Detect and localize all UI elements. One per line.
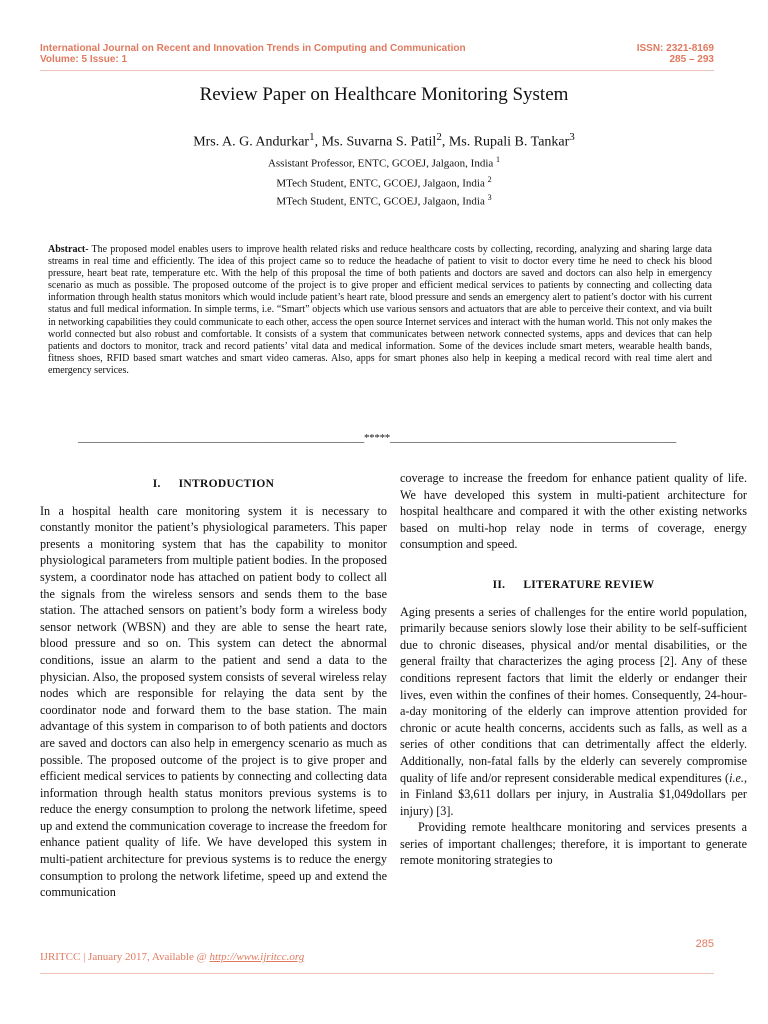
intro-heading: I. INTRODUCTION <box>152 478 275 490</box>
author-list <box>0 131 768 151</box>
footer: IJRITCC | January 2017, Available @ http://www.ijritcc.org <box>40 951 305 963</box>
paper-title: Review Paper on Healthcare Monitoring System <box>199 84 569 105</box>
journal-issn: ISSN: 2321-8169 <box>636 43 714 54</box>
journal-volume: Volume: 5 Issue: 1 <box>40 54 128 65</box>
author-1: Mrs. A. G. Andurkar <box>193 134 310 150</box>
page-number: 285 <box>695 938 714 950</box>
affiliation-3: MTech Student, ENTC, GCOEJ, Jalgaon, India $^3$ <box>276 193 492 208</box>
left-column <box>40 470 387 901</box>
footer-rule <box>40 973 714 974</box>
right-column <box>400 470 747 869</box>
journal-link[interactable]: http://www.ijritcc.org <box>209 951 305 963</box>
abstract-label: Abstract- <box>48 244 89 255</box>
author-3-mark: 3 <box>569 131 575 143</box>
journal-header-right <box>637 43 714 65</box>
intro-paragraph: In a hospital health care monitoring system it is necessary to constantly monitor the patient’s physiological parameters. This paper presents a monitoring system that has the capability to monitor physiological parameters from multiple patient bodies. In the proposed system, a coordinator node has attached on patient body to collect all the signals from the wireless sensors and sends them to the base station. The attached sensors on patient’s body form a wireless body sensor network (WBSN) and they are able to sense the heart rate, blood pressure and so on. This system can detect the abnormal conditions, issue an alarm to the patient and send a data to the physician. Also, the proposed system consists of several wireless relay nodes which are responsible for relaying the data sent by the coordinator node and forward them to the base station. The main advantage of this system in comparison to of both patients and doctors are saved and doctors can also help in emergency scenario as much as possible. The proposed outcome of the project is to give proper and efficient medical services to patients by connecting and collecting data information through health status monitors previous systems is to reduce the energy consumption to prolong the network lifetime, speed up and extend the communication coverage to increase the freedom for enhance patient quality of life. We have developed this system in multi-patient architecture for previous systems is to reduce the energy consumption to prolong the network lifetime, speed up and extend the communication <box>40 503 387 900</box>
intro-paragraph-continued: coverage to increase the freedom for enhance patient quality of life. We have developed this system in multi-patient architecture for hospital healthcare and compared it with the other existing networks based on multi-hop relay node in terms of coverage, energy consumption and speed. <box>400 471 747 552</box>
section-separator: _______________________________________________________*****_______________________________________________________ <box>77 432 676 444</box>
author-1-mark: 1 <box>309 131 315 143</box>
header-rule <box>40 70 714 71</box>
journal-header-left <box>40 43 466 65</box>
author-2: , Ms. Suvarna S. Patil <box>314 134 437 150</box>
author-3: , Ms. Rupali B. Tankar <box>441 134 570 150</box>
abstract-text: The proposed model enables users to improve health related risks and reduce healthcare costs by collecting, recording, analyzing and sharing large data streams in real time and efficiently. The idea of this project came so to reduce the headache of patient to visit to doctor every time he need to check his blood pressure, heart beat rate, temperature etc. With the help of this proposal the time of both patients and doctors are saved and doctors can also help in emergency scenario as much as possible. The proposed outcome of the project is to give proper and efficient medical services to patients by connecting and collecting data information through health status monitors which would include patient’s heart rate, blood pressure and sends an emergency alert to patient’s doctor with his current status and full medical information. In simple terms, i.e. “Smart” objects which use various sensors and actuators that are able to perceive their context, and via built in networking capabilities they could communicate to each other, access the open source Internet services and interact with the human world. This not only makes the world connected but also robust and comfortable. It consists of a system that communicates between network connected systems, apps and devices that can help patients and doctors to monitor, track and record patients’ vital data and medical information. Some of the devices include smart meters, wearable health bands, fitness shoes, RFID based smart watches and smart video cameras. Also, apps for smart phones also help in keeping a medical record with real time alert and emergency services. <box>48 244 712 376</box>
affiliation-1: Assistant Professor, ENTC, GCOEJ, Jalgaon, India $^1$ <box>267 155 501 170</box>
journal-name: International Journal on Recent and Innovation Trends in Computing and Communication <box>40 43 466 54</box>
abstract <box>48 244 712 377</box>
literature-paragraph-1: Aging presents a series of challenges for the entire world population, primarily because seniors slowly lose their ability to be self-sufficient due to chronic diseases, physical and/or mental disabilities, or the general frailty that characterizes the aging process [2]. Any of these conditions represent factors that limit the elderly or endanger their lives, even within the confines of their homes. Consequently, 24-hour-a-day monitoring of the elderly can improve attention provided for chronic or acute health concerns, accidents such as falls, as well as a series of other conditions that can detrimentally affect the elderly. Additionally, non-fatal falls by the elderly can severely compromise quality of life and/or represent considerable medical expenditures (i.e., in Finland $3,611 dollars per injury, in Australia $1,049dollars per injury) [3]. <box>400 604 747 818</box>
journal-pages: 285 – 293 <box>669 54 714 65</box>
literature-heading: II. LITERATURE REVIEW <box>492 578 655 591</box>
affiliation-2: MTech Student, ENTC, GCOEJ, Jalgaon, India $^2$ <box>276 175 492 190</box>
literature-paragraph-2: Providing remote healthcare monitoring and services presents a series of important challenges; therefore, it is important to generate remote monitoring strategies to <box>400 820 747 868</box>
author-2-mark: 2 <box>436 131 442 143</box>
